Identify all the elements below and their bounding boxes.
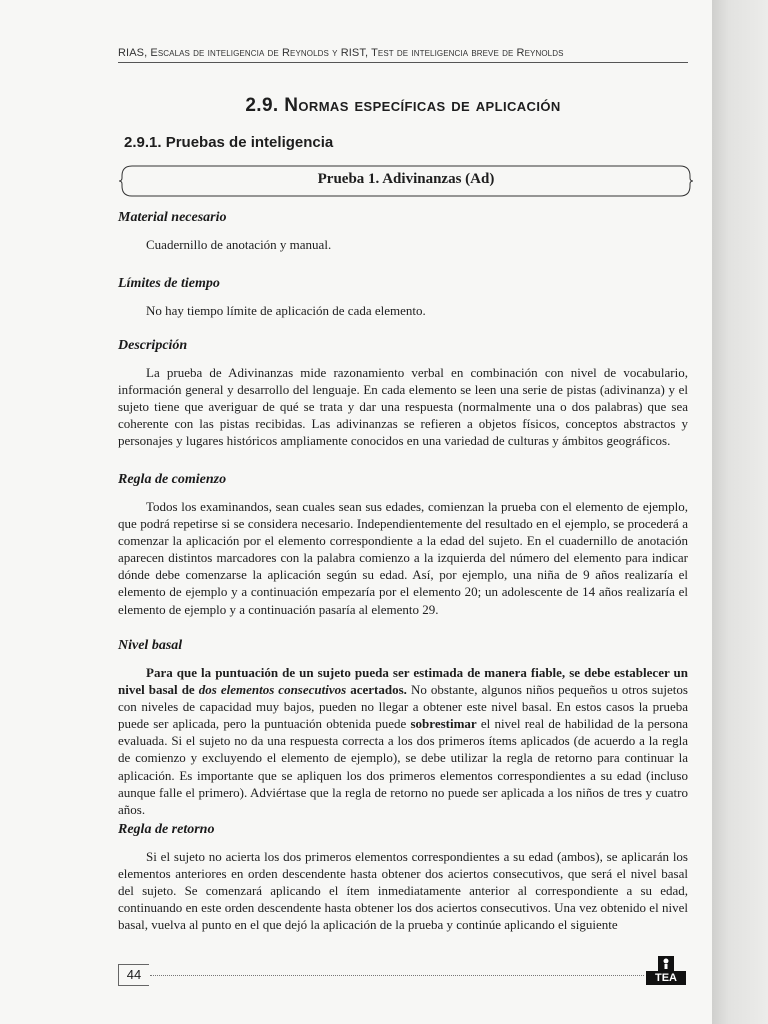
bold-end: acertados. — [346, 682, 407, 698]
section-heading: Regla de comienzo — [118, 472, 227, 487]
section-heading: Material necesario — [118, 210, 227, 225]
section-description — [118, 338, 688, 449]
section-time-limits — [118, 276, 688, 319]
section-paragraph: No hay tiempo límite de aplicación de cada elemento. — [146, 303, 426, 318]
section-paragraph: Cuadernillo de anotación y manual. — [146, 237, 332, 252]
paragraph-text: No obstante, algunos niños pequeños u otros sujetos con niveles de capacidad muy bajos, pueden no llegar a obtener este nivel basal. En estos casos la prueba puede ser aplicada, pero la puntuación obtenida puede — [118, 682, 688, 732]
section-paragraph: La prueba de Adivinanzas mide razonamiento verbal en combinación con nivel de vocabulario, información general y desarrollo del lenguaje. En cada elemento se leen una serie de pistas (adivinanza) y el sujeto tiene que averiguar de qué se trata y dar una respuesta (normalmente una o dos palabras) que sea coherente con las pistas recibidas. Las adivinanzas se refieren a objetos físicos, conceptos abstractos y personajes y lugares históricos ampliamente conocidos en una variedad de culturas y ámbitos geográficos. — [118, 365, 688, 449]
bold-word: sobrestimar — [410, 716, 477, 732]
logo-text: TEA — [646, 971, 686, 985]
subsection-title: 2.9.1. Pruebas de inteligencia — [124, 134, 334, 151]
section-start-rule — [118, 472, 688, 618]
running-head: RIAS, Escalas de inteligencia de Reynolds y RIST, Test de inteligencia breve de Reynolds — [118, 47, 564, 59]
section-heading: Regla de retorno — [118, 822, 215, 837]
logo-emblem-icon — [646, 956, 686, 972]
section-basal-level — [118, 638, 688, 818]
section-paragraph — [118, 664, 688, 818]
section-return-rule — [118, 822, 688, 933]
test-title-banner — [118, 162, 694, 200]
header-rule — [118, 62, 688, 63]
footer-rule — [150, 975, 644, 976]
section-paragraph: Si el sujeto no acierta los dos primeros elementos correspondientes a su edad (ambos), se aplicarán los elementos anteriores en orden descendente hasta obtener dos aciertos consecutivos, que será el nivel basal del sujeto. Se comenzará aplicando el ítem inmediatamente anterior al correspondiente a su edad, continuando en este orden descendente hasta obtener los dos aciertos consecutivos. Una vez obtenido el nivel basal, vuelva al punto en el que dejó la aplicación de la prueba y continúe aplicando el siguiente — [118, 849, 688, 933]
bold-italic-phrase: dos elementos consecutivos — [198, 682, 347, 698]
publisher-logo — [646, 956, 686, 986]
bold-lead: Para que la puntuación de un sujeto pueda ser estimada de manera fiable, se debe establecer un nivel basal de — [118, 665, 688, 698]
page-binding-edge — [712, 0, 768, 1024]
section-heading: Nivel basal — [118, 638, 183, 653]
test-title: Prueba 1. Adivinanzas (Ad) — [317, 171, 495, 187]
section-material — [118, 210, 688, 253]
page-number: 44 — [118, 964, 149, 986]
section-heading: Descripción — [118, 338, 188, 353]
section-heading: Límites de tiempo — [118, 276, 220, 291]
paragraph-text: el nivel real de habilidad de la persona evaluada. Si el sujeto no da una respuesta correcta a los dos primeros ítems aplicados (de acuerdo a la regla de comienzo y excluyendo el elemento de ejemplo), se debe utilizar la regla de retorno para continuar la aplicación. Es importante que se apliquen los dos primeros elementos correspondientes a su edad (incluso aunque falle el primero). Adviértase que la regla de retorno no puede ser aplicada a los niños de tres y cuatro años. — [118, 716, 688, 817]
section-title: 2.9. Normas específicas de aplicación — [245, 95, 561, 116]
section-paragraph: Todos los examinandos, sean cuales sean sus edades, comienzan la prueba con el elemento de ejemplo, que podrá repetirse si se considera necesario. Independientemente del resultado en el ejemplo, se procederá a comenzar la aplicación por el elemento correspondiente a la edad del sujeto. En el cuadernillo de anotación aparecen distintos marcadores con la palabra comienzo a la izquierda del número del elemento para indicar dónde debe comenzarse la aplicación según su edad. Así, por ejemplo, una niña de 9 años realizaría el elemento de ejemplo y a continuación empezaría por el elemento 20; un adolescente de 14 años realizaría el elemento de ejemplo y a continuación pasaría al elemento 29. — [118, 499, 688, 617]
